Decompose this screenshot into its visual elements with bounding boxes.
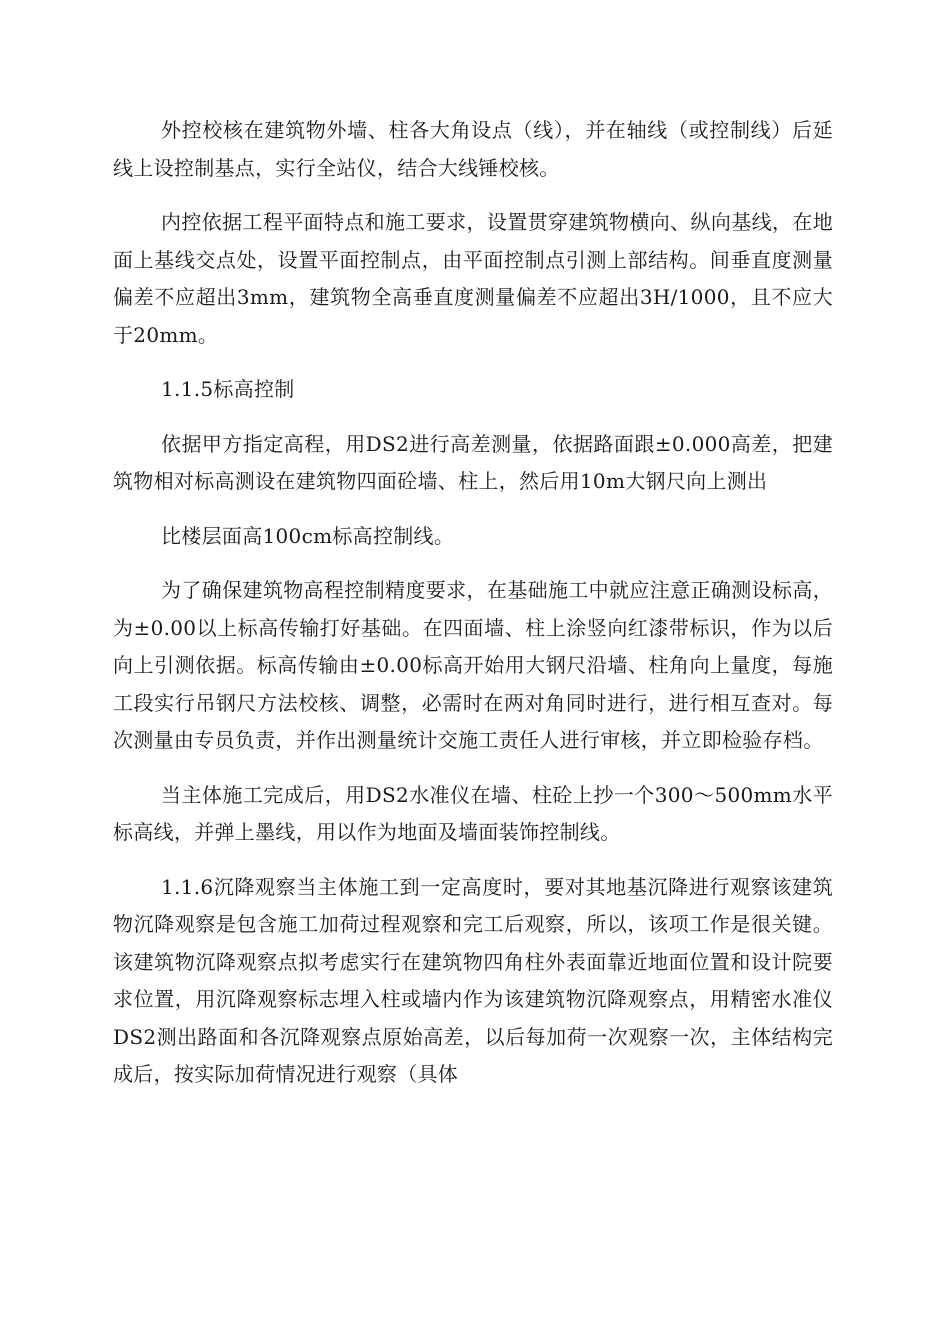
paragraph-internal-control: 内控依据工程平面特点和施工要求，设置贯穿建筑物横向、纵向基线，在地面上基线交点处，设置平面控制点，由平面控制点引测上部结构。间垂直度测量偏差不应超出3mm，建筑物全高垂直度测量偏差不应超出3H/1000，且不应大于20mm。 [113, 210, 833, 347]
paragraph-settlement-observation: 1.1.6沉降观察当主体施工到一定高度时，要对其地基沉降进行观察该建筑物沉降观察是包含施工加荷过程观察和完工后观察，所以，该项工作是很关键。该建筑物沉降观察点拟考虑实行在建筑物四角柱外表面靠近地面位置和设计院要求位置，用沉降观察标志埋入柱或墙内作为该建筑物沉降观察点，用精密水准仪DS2测出路面和各沉降观察点原始高差，以后每加荷一次观察一次，主体结构完成后，按实际加荷情况进行观察（具体 [113, 874, 833, 1086]
document-body [113, 112, 833, 1111]
paragraph-horizontal-level-line: 当主体施工完成后，用DS2水准仪在墙、柱砼上抄一个300～500mm水平标高线，并弹上墨线，用以作为地面及墙面装饰控制线。 [113, 782, 833, 844]
paragraph-elevation-control-line: 比楼层面高100cm标高控制线。 [161, 523, 455, 548]
paragraph-elevation-measurement: 依据甲方指定高程，用DS2进行高差测量，依据路面跟±0.000高差，把建筑物相对标高测设在建筑物四面砼墙、柱上，然后用10m大钢尺向上测出 [113, 431, 833, 493]
paragraph-external-control: 外控校核在建筑物外墙、柱各大角设点（线），并在轴线（或控制线）后延线上设控制基点，实行全站仪，结合大线锤校核。 [113, 118, 833, 180]
paragraph-elevation-accuracy: 为了确保建筑物高程控制精度要求，在基础施工中就应注意正确测设标高，为±0.00以上标高传输打好基础。在四面墙、柱上涂竖向红漆带标识，作为以后向上引测依据。标高传输由±0.00标高开始用大钢尺沿墙、柱角向上量度，每施工段实行吊钢尺方法校核、调整，必需时在两对角同时进行，进行相互查对。每次测量由专员负责，并作出测量统计交施工责任人进行审核，并立即检验存档。 [113, 578, 833, 752]
section-heading-elevation-control: 1.1.5标高控制 [161, 377, 295, 401]
